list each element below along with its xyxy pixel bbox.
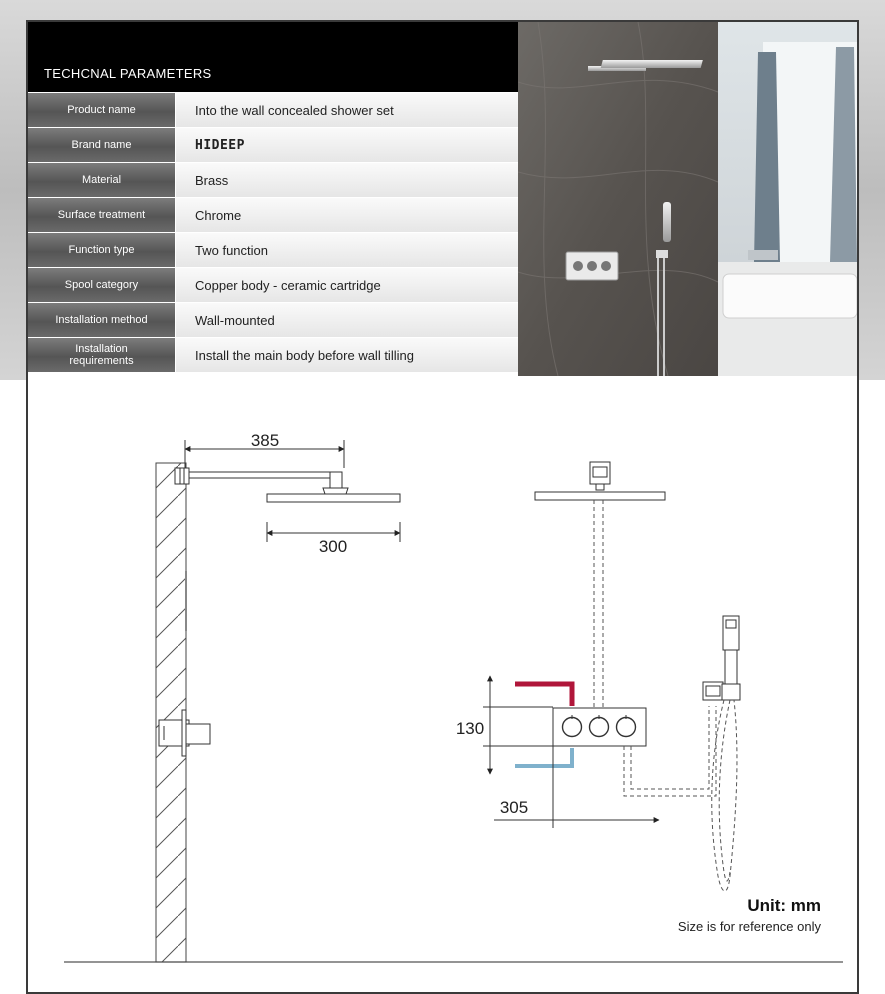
spec-value: Brass <box>176 163 518 197</box>
spec-value: HIDEEP <box>176 128 518 162</box>
spec-table <box>28 22 518 376</box>
spec-label: Product name <box>28 93 175 127</box>
spec-value: Into the wall concealed shower set <box>176 93 518 127</box>
hand-shower-piping <box>624 616 740 891</box>
spec-label: Installation requirements <box>28 338 175 372</box>
dimension-depth <box>494 746 659 828</box>
valve-front-view <box>553 708 646 746</box>
hot-water-pipe <box>515 684 572 706</box>
spec-row-brand-name <box>28 128 518 163</box>
spec-label: Function type <box>28 233 175 267</box>
spec-row-product-name <box>28 93 518 128</box>
spec-value: Wall-mounted <box>176 303 518 337</box>
spec-table-header <box>28 22 518 92</box>
spec-label: Surface treatment <box>28 198 175 232</box>
spec-label: Installation method <box>28 303 175 337</box>
shower-arm-side-view <box>175 468 400 502</box>
spec-row-material <box>28 163 518 198</box>
spec-value: Chrome <box>176 198 518 232</box>
spec-value: Install the main body before wall tilling <box>176 338 518 372</box>
dim-height-label: 130 <box>455 719 485 738</box>
shower-head-front-view <box>535 462 665 708</box>
dim-arm-label: 385 <box>250 431 280 450</box>
technical-drawing <box>28 376 857 992</box>
spec-value: Copper body - ceramic cartridge <box>176 268 518 302</box>
dim-depth-label: 305 <box>499 798 529 817</box>
spec-row-installation-method <box>28 303 518 338</box>
spec-value: Two function <box>176 233 518 267</box>
product-photo <box>518 22 857 376</box>
spec-row-surface-treatment <box>28 198 518 233</box>
spec-row-spool-category <box>28 268 518 303</box>
dimension-arm <box>185 431 344 468</box>
dimension-head <box>267 522 400 556</box>
dimension-height <box>456 676 553 774</box>
spec-label: Spool category <box>28 268 175 302</box>
spec-row-installation-requirements <box>28 338 518 373</box>
spec-label: Material <box>28 163 175 197</box>
reference-note: Size is for reference only <box>677 919 821 934</box>
spec-row-function-type <box>28 233 518 268</box>
spec-table-title: TECHCNAL PARAMETERS <box>44 66 212 81</box>
spec-label: Brand name <box>28 128 175 162</box>
dim-head-label: 300 <box>318 537 348 556</box>
cold-water-pipe <box>515 748 572 766</box>
unit-label: Unit: mm <box>747 896 821 915</box>
product-sheet <box>28 22 857 992</box>
